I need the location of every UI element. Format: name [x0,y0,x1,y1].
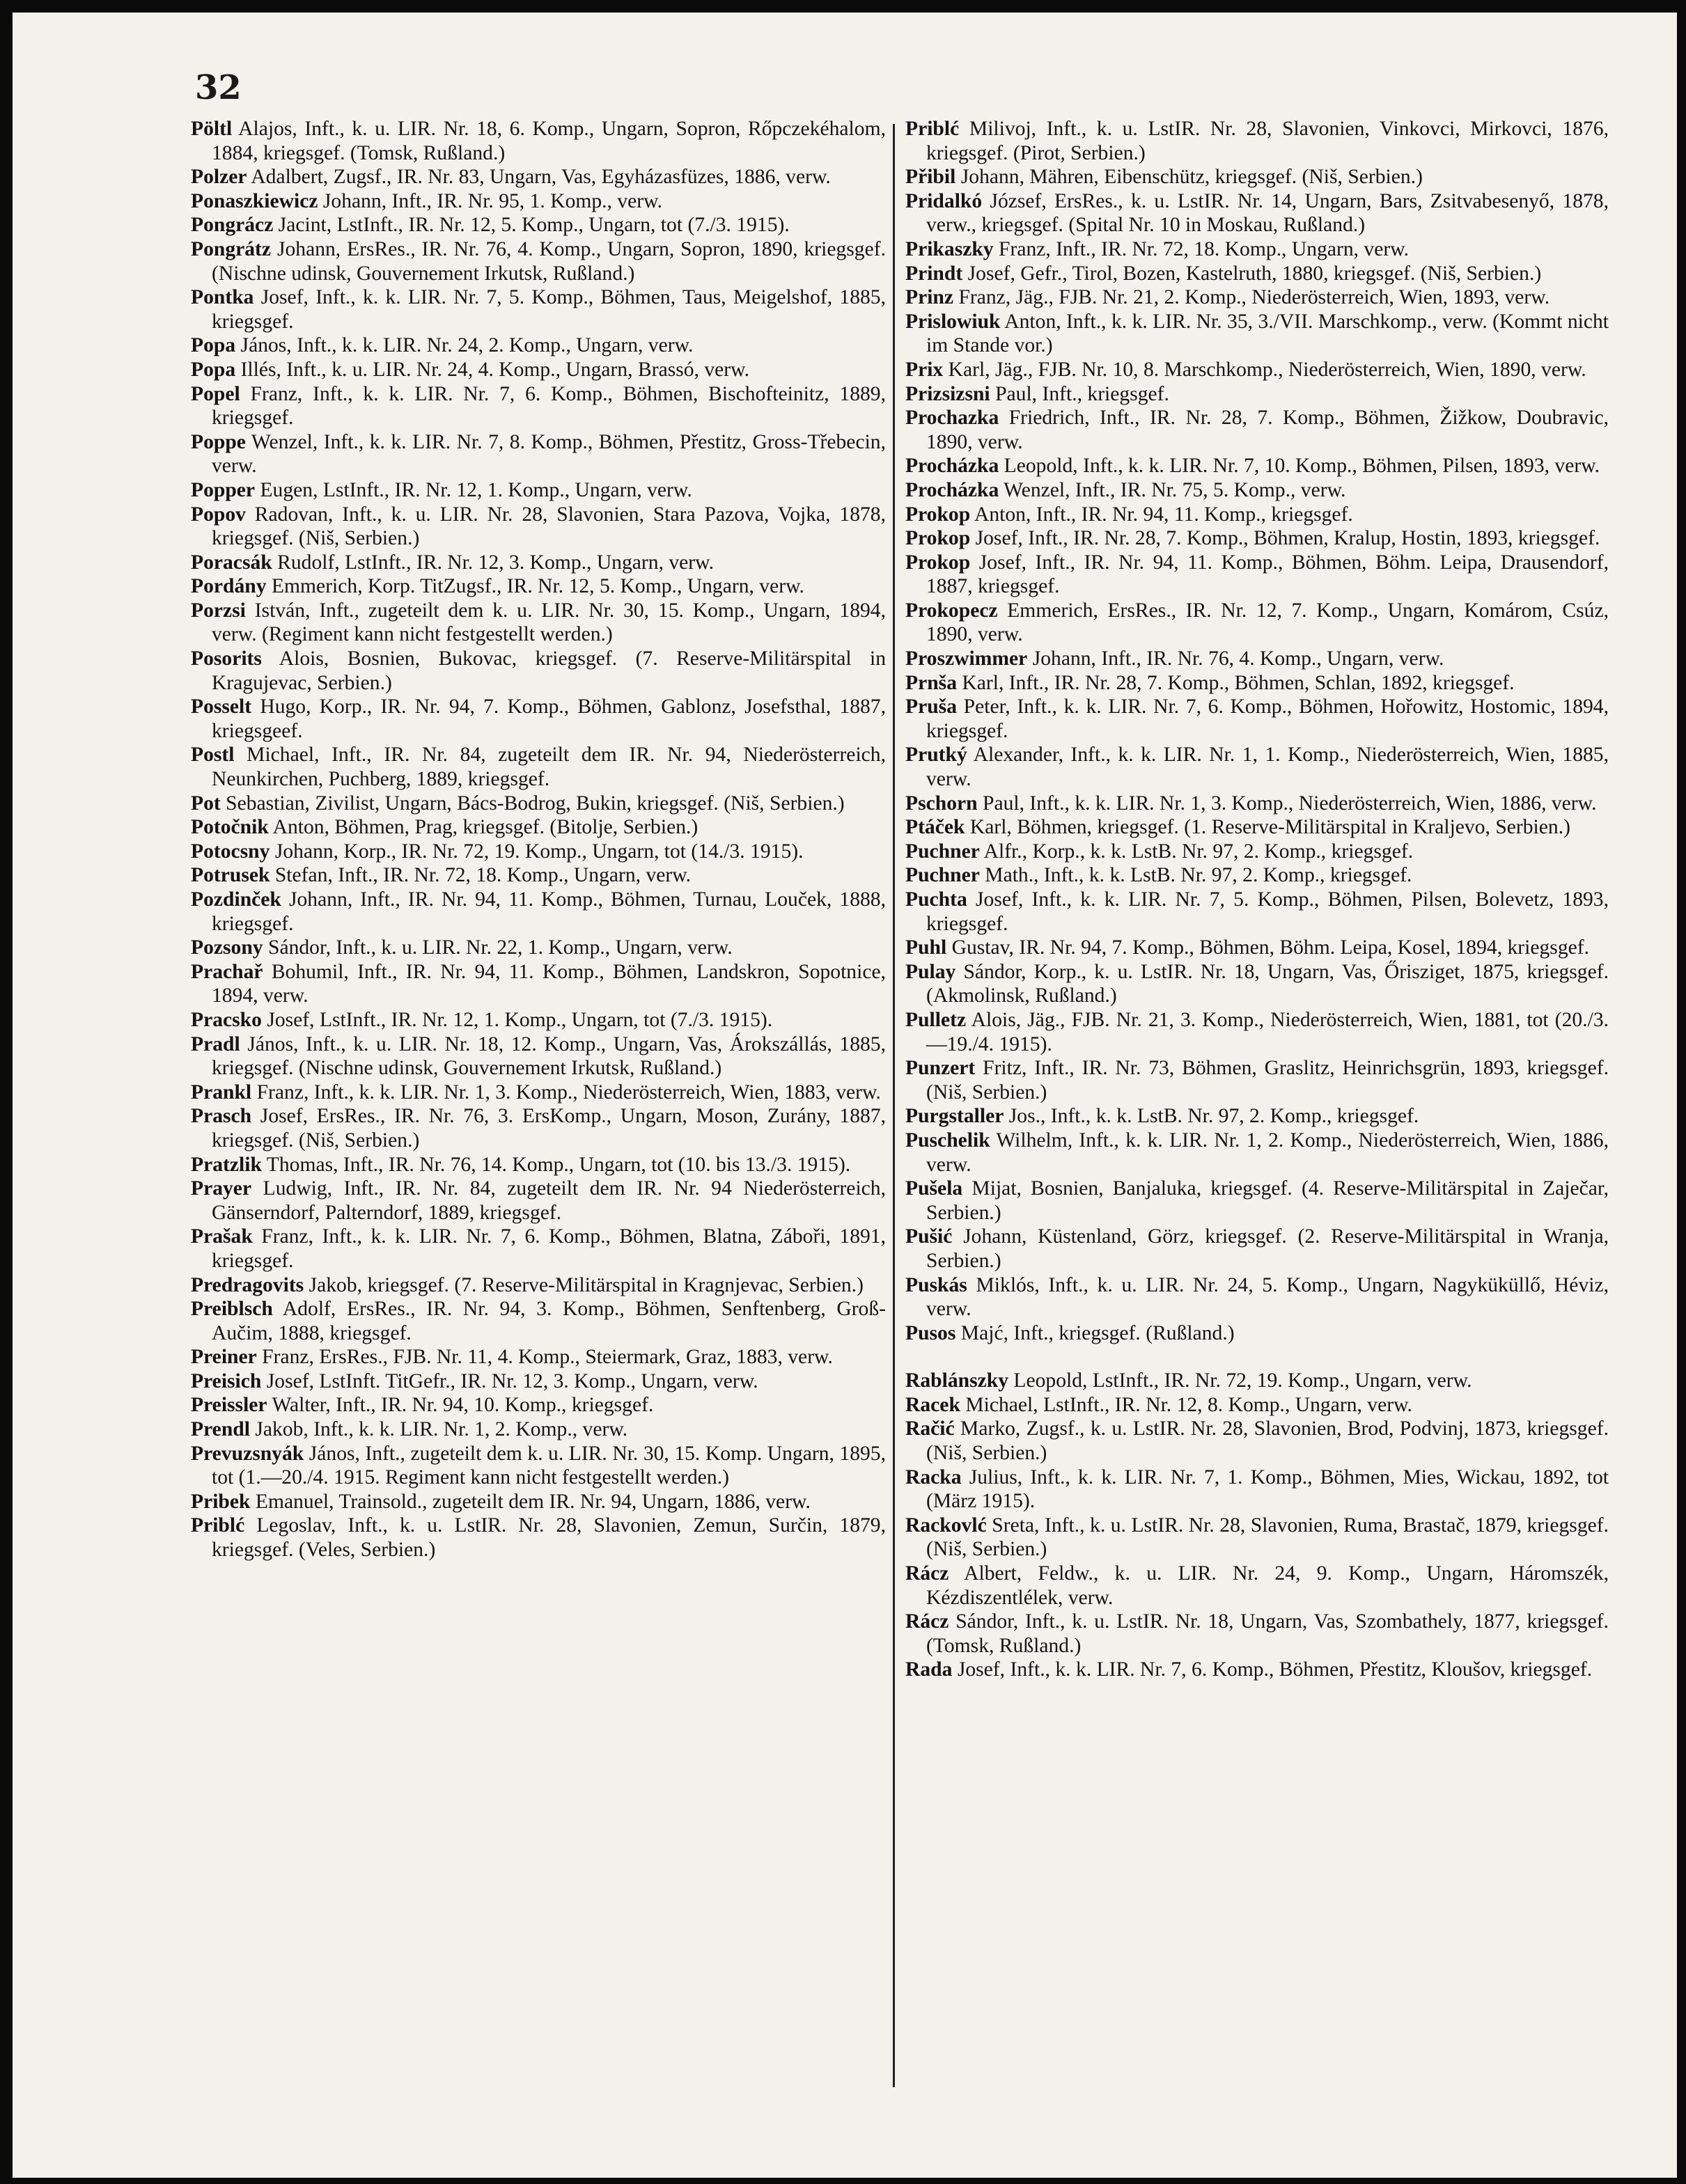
entry-surname: Rada [905,1658,953,1681]
entry-details: Sándor, Inft., k. u. LIR. Nr. 22, 1. Komp., Ungarn, verw. [267,936,733,959]
list-entry [905,165,1609,189]
column-divider [893,124,895,2087]
entry-details: Marko, Zugsf., k. u. LstIR. Nr. 28, Slavonien, Brod, Podvinj, 1873, kriegsgef. (Niš, Serbien.) [926,1417,1609,1465]
list-entry [905,1417,1609,1465]
list-entry [905,1466,1609,1514]
entry-surname: Preiner [191,1346,257,1369]
entry-details: Paul, Inft., k. k. LIR. Nr. 1, 3. Komp., Niederösterreich, Wien, 1886, verw. [982,792,1597,815]
entry-details: Josef, LstInft. TitGefr., IR. Nr. 12, 3. Komp., Ungarn, verw. [266,1369,758,1392]
entry-details: Milivoj, Inft., k. u. LstIR. Nr. 28, Slavonien, Vinkovci, Mirkovci, 1876, kriegsgef. (Pirot, Serbien.) [926,118,1609,164]
list-entry [905,863,1609,888]
entry-surname: Puhl [905,936,947,959]
entry-surname: Ptáček [905,816,965,839]
entry-details: Michael, LstInft., IR. Nr. 12, 8. Komp., Ungarn, verw. [965,1393,1412,1416]
entry-details: Karl, Böhmen, kriegsgef. (1. Reserve-Militärspital in Kraljevo, Serbien.) [969,816,1570,839]
entry-surname: Preissler [191,1394,267,1417]
entry-details: Illés, Inft., k. u. LIR. Nr. 24, 4. Komp., Ungarn, Brassó, verw. [240,358,749,381]
entry-details: Friedrich, Inft., IR. Nr. 28, 7. Komp., Böhmen, Žižkow, Doubravic, 1890, verw. [926,407,1609,453]
entry-details: Johann, Inft., IR. Nr. 95, 1. Komp., verw. [322,189,663,212]
entry-surname: Prochazka [905,407,999,430]
list-entry [191,478,886,503]
entry-details: Alajos, Inft., k. u. LIR. Nr. 18, 6. Komp., Ungarn, Sopron, Rőpczekéhalom, 1884, kriegsgef. (Tomsk, Rußland.) [212,118,886,164]
list-entry [191,863,886,888]
entry-details: Stefan, Inft., IR. Nr. 72, 18. Komp., Ungarn, verw. [274,864,692,887]
entry-surname: Prankl [191,1081,252,1103]
entry-details: Johann, Mähren, Eibenschütz, kriegsgef. (Niš, Serbien.) [960,166,1423,189]
right-column [905,117,1609,1682]
list-entry [191,358,886,382]
entry-surname: Posselt [191,696,252,718]
list-entry [191,599,886,647]
entry-surname: Preisich [191,1369,262,1392]
list-entry [191,743,886,791]
entry-surname: Puchta [905,888,967,911]
entry-surname: Pratzlik [191,1153,262,1176]
list-entry [191,1008,886,1032]
entry-surname: Pribek [191,1490,251,1513]
entry-surname: Procházka [905,455,999,478]
list-entry [905,189,1609,237]
entry-details: Radovan, Inft., k. u. LIR. Nr. 28, Slavonien, Stara Pazova, Vojka, 1878, kriegsgef. (Niš, Serbien.) [212,503,886,550]
list-entry [191,430,886,478]
entry-surname: Porzsi [191,599,246,622]
page-number: 32 [195,68,242,107]
list-entry [905,1610,1609,1658]
entry-surname: Popov [191,503,246,526]
entry-surname: Pušela [905,1177,963,1200]
entry-details: Johann, Küstenland, Görz, kriegsgef. (2. Reserve-Militärspital in Wranja, Serbien.) [926,1225,1609,1272]
entry-details: Math., Inft., k. k. LstB. Nr. 97, 2. Komp., kriegsgef. [985,864,1412,887]
entry-surname: Poppe [191,430,246,453]
entry-details: Emmerich, ErsRes., IR. Nr. 12, 7. Komp., Ungarn, Komárom, Csúz, 1890, verw. [926,599,1609,646]
list-entry [905,406,1609,454]
list-entry [191,815,886,840]
entry-surname: Prindt [905,262,963,285]
entry-surname: Přibil [905,166,956,189]
list-entry [905,1393,1609,1417]
entry-surname: Rácz [905,1562,949,1585]
entry-surname: Račić [905,1417,955,1440]
list-entry [191,1369,886,1394]
entry-details: Jacint, LstInft., IR. Nr. 12, 5. Komp., Ungarn, tot (7./3. 1915). [278,214,790,237]
list-entry [191,647,886,695]
left-column [191,117,886,1562]
entry-details: Josef, ErsRes., IR. Nr. 76, 3. ErsKomp., Ungarn, Moson, Zurány, 1887, kriegsgef. (Niš, Serbien.) [212,1105,886,1152]
entry-details: Walter, Inft., IR. Nr. 94, 10. Komp., kriegsgef. [272,1394,654,1417]
list-entry [191,574,886,599]
entry-surname: Pracsko [191,1008,262,1031]
list-entry [905,815,1609,840]
entry-details: Peter, Inft., k. k. LIR. Nr. 7, 6. Komp., Böhmen, Hořowitz, Hostomic, 1894, kriegsgef. [926,696,1609,742]
entry-surname: Puchner [905,840,980,863]
list-entry [191,503,886,551]
entry-details: Sándor, Inft., k. u. LstIR. Nr. 18, Ungarn, Vas, Szombathely, 1877, kriegsgef. (Tomsk, Rußland.) [926,1610,1609,1657]
list-entry [905,503,1609,527]
entry-details: Leopold, Inft., k. k. LIR. Nr. 7, 10. Komp., Böhmen, Pilsen, 1893, verw. [1004,455,1600,478]
entry-surname: Prendl [191,1418,250,1441]
list-entry [191,792,886,816]
entry-surname: Priblć [905,118,960,140]
entry-surname: Prevuzsnyák [191,1442,304,1465]
list-entry [191,1514,886,1562]
entry-surname: Prašak [191,1225,253,1248]
entry-surname: Punzert [905,1057,976,1080]
entry-surname: Prayer [191,1177,252,1200]
document-page [13,13,1677,2178]
entry-details: Leopold, LstInft., IR. Nr. 72, 19. Komp., Ungarn, verw. [1013,1369,1472,1392]
entry-details: Majć, Inft., kriegsgef. (Rußland.) [960,1321,1235,1344]
list-entry [191,165,886,189]
entry-details: Johann, Korp., IR. Nr. 72, 19. Komp., Ungarn, tot (14./3. 1915). [274,840,804,863]
entry-surname: Pridalkó [905,189,983,212]
list-entry [905,1658,1609,1682]
entry-details: Franz, Inft., k. k. LIR. Nr. 7, 6. Komp., Böhmen, Bischofteinitz, 1889, kriegsgef. [212,382,886,430]
entry-details: János, Inft., k. k. LIR. Nr. 24, 2. Komp., Ungarn, verw. [240,334,694,357]
list-entry [905,237,1609,262]
entry-surname: Rackovlć [905,1514,987,1537]
list-entry [905,888,1609,936]
entry-surname: Pulletz [905,1008,967,1031]
entry-surname: Polzer [191,166,247,189]
entry-surname: Prnša [905,671,957,694]
list-entry [905,1369,1609,1393]
list-entry [905,960,1609,1008]
entry-surname: Pordány [191,575,267,598]
list-entry [191,936,886,960]
entry-surname: Popper [191,478,256,501]
entry-details: Gustav, IR. Nr. 94, 7. Komp., Böhmen, Böhm. Leipa, Kosel, 1894, kriegsgef. [951,936,1590,959]
list-entry [191,189,886,214]
entry-details: Karl, Jäg., FJB. Nr. 10, 8. Marschkomp., Niederösterreich, Wien, 1890, verw. [948,358,1586,381]
entry-details: Miklós, Inft., k. u. LIR. Nr. 24, 5. Komp., Ungarn, Nagyküküllő, Héviz, verw. [926,1273,1609,1321]
entry-surname: Postl [191,744,235,767]
list-entry [905,1008,1609,1056]
entry-surname: Prizsizsni [905,382,990,405]
list-entry [905,285,1609,310]
entry-details: Franz, Inft., IR. Nr. 72, 18. Komp., Ungarn, verw. [999,237,1410,260]
entry-surname: Popa [191,358,236,381]
entry-details: Wilhelm, Inft., k. k. LIR. Nr. 1, 2. Komp., Niederösterreich, Wien, 1886, verw. [926,1129,1609,1176]
entry-details: Julius, Inft., k. k. LIR. Nr. 7, 1. Komp., Böhmen, Mies, Wickau, 1892, tot (März 1915). [926,1466,1609,1513]
list-entry [191,1153,886,1177]
entry-surname: Poracsák [191,551,272,574]
entry-details: János, Inft., zugeteilt dem k. u. LIR. Nr. 30, 15. Komp. Ungarn, 1895, tot (1.—20./4. 1915. Regiment kann nicht festgestellt werden.) [212,1442,886,1489]
list-entry [191,1490,886,1514]
entry-details: Hugo, Korp., IR. Nr. 94, 7. Komp., Böhmen, Gablonz, Josefsthal, 1887, kriegsgeef. [212,696,887,742]
entry-details: Emanuel, Trainsold., zugeteilt dem IR. Nr. 94, Ungarn, 1886, verw. [255,1490,811,1513]
entry-surname: Potočnik [191,816,269,839]
entry-details: Josef, Inft., k. k. LIR. Nr. 7, 5. Komp., Böhmen, Taus, Meigelshof, 1885, kriegsgef. [212,286,886,333]
entry-details: Franz, Inft., k. k. LIR. Nr. 1, 3. Komp., Niederösterreich, Wien, 1883, verw. [256,1081,881,1103]
entry-surname: Racek [905,1393,960,1416]
entry-surname: Puschelik [905,1129,990,1152]
entry-details: Albert, Feldw., k. u. LIR. Nr. 24, 9. Komp., Ungarn, Háromszék, Kézdiszentlélek, verw. [926,1562,1609,1609]
entry-details: Eugen, LstInft., IR. Nr. 12, 1. Komp., Ungarn, verw. [260,478,692,501]
list-entry [905,671,1609,696]
list-entry [905,478,1609,503]
entry-details: Jos., Inft., k. k. LstB. Nr. 97, 2. Komp., kriegsgef. [1008,1105,1419,1128]
list-entry [191,840,886,864]
list-entry [191,888,886,936]
list-entry [191,382,886,430]
entry-details: Mijat, Bosnien, Banjaluka, kriegsgef. (4. Reserve-Militärspital in Zaječar, Serbien.) [926,1177,1609,1224]
entry-surname: Pruša [905,696,957,718]
entry-surname: Purgstaller [905,1105,1004,1128]
entry-details: Johann, ErsRes., IR. Nr. 76, 4. Komp., Ungarn, Sopron, 1890, kriegsgef. (Nischne udinsk, Gouvernement Irkutsk, Rußland.) [212,237,886,285]
list-entry [905,792,1609,816]
entry-details: Josef, Inft., IR. Nr. 28, 7. Komp., Böhmen, Kralup, Hostin, 1893, kriegsgef. [975,527,1600,550]
entry-details: Bohumil, Inft., IR. Nr. 94, 11. Komp., Böhmen, Landskron, Sopotnice, 1894, verw. [212,960,886,1007]
list-entry [905,647,1609,671]
entry-details: Legoslav, Inft., k. u. LstIR. Nr. 28, Slavonien, Zemun, Surčin, 1879, kriegsgef. (Veles, Serbien.) [212,1514,886,1562]
entry-details: Sebastian, Zivilist, Ungarn, Bács-Bodrog, Bukin, kriegsgef. (Niš, Serbien.) [226,792,845,815]
list-entry [191,1345,886,1369]
entry-details: Rudolf, LstInft., IR. Nr. 12, 3. Komp., Ungarn, verw. [277,551,714,574]
entry-surname: Prokop [905,527,971,550]
entry-surname: Pöltl [191,118,233,140]
entry-details: Wenzel, Inft., IR. Nr. 75, 5. Komp., verw. [1004,478,1346,501]
entry-details: Jakob, Inft., k. k. LIR. Nr. 1, 2. Komp., verw. [255,1418,628,1441]
entry-surname: Procházka [905,478,999,501]
entry-surname: Pozdinček [191,888,281,911]
list-entry [905,1273,1609,1321]
entry-details: Sreta, Inft., k. u. LstIR. Nr. 28, Slavonien, Ruma, Brastač, 1879, kriegsgef. (Niš, Serbien.) [926,1514,1609,1561]
entry-details: Paul, Inft., kriegsgef. [995,382,1169,405]
list-entry [191,333,886,358]
entry-surname: Predragovits [191,1273,304,1296]
entry-surname: Puchner [905,864,980,887]
list-entry [191,1081,886,1105]
list-entry [191,1393,886,1417]
entry-surname: Priblć [191,1514,245,1537]
entry-details: Alexander, Inft., k. k. LIR. Nr. 1, 1. Komp., Niederösterreich, Wien, 1885, verw. [926,744,1609,791]
list-entry [905,1177,1609,1225]
list-entry [905,262,1609,286]
entry-surname: Prislowiuk [905,310,1001,333]
entry-surname: Pot [191,792,221,815]
list-entry [191,117,886,165]
list-entry [191,237,886,285]
list-entry [191,695,886,743]
entry-surname: Prix [905,358,944,381]
list-entry [905,840,1609,864]
entry-surname: Prikaszky [905,237,994,260]
list-entry [905,1321,1609,1346]
list-entry [191,1177,886,1225]
list-entry [191,1273,886,1298]
entry-surname: Puskás [905,1273,967,1296]
entry-details: István, Inft., zugeteilt dem k. u. LIR. Nr. 30, 15. Komp., Ungarn, 1894, verw. (Regiment kann nicht festgestellt werden.) [212,599,886,646]
list-entry [905,358,1609,382]
entry-details: Thomas, Inft., IR. Nr. 76, 14. Komp., Ungarn, tot (10. bis 13./3. 1915). [266,1153,851,1176]
entry-details: Franz, ErsRes., FJB. Nr. 11, 4. Komp., Steiermark, Graz, 1883, verw. [262,1346,833,1369]
list-entry [905,310,1609,358]
entry-details: Josef, Inft., k. k. LIR. Nr. 7, 6. Komp., Böhmen, Přestitz, Kloušov, kriegsgef. [957,1658,1593,1681]
entry-surname: Pradl [191,1032,240,1055]
entry-surname: Proszwimmer [905,647,1028,670]
entry-details: Alois, Jäg., FJB. Nr. 21, 3. Komp., Niederösterreich, Wien, 1881, tot (20./3.—19./4. 1915). [926,1008,1609,1055]
list-entry [191,213,886,237]
list-entry [191,1032,886,1081]
list-entry [905,743,1609,791]
entry-surname: Pongrácz [191,214,274,237]
entry-surname: Pusos [905,1321,956,1344]
list-entry [905,1562,1609,1610]
entry-details: Sándor, Korp., k. u. LstIR. Nr. 18, Ungarn, Vas, Őrisziget, 1875, kriegsgef. (Akmolinsk, Rußland.) [926,960,1609,1007]
entry-surname: Prokop [905,551,971,574]
entry-surname: Popa [191,334,236,357]
entry-surname: Prutký [905,744,967,767]
entry-details: Alois, Bosnien, Bukovac, kriegsgef. (7. Reserve-Militärspital in Kragujevac, Serbien.) [212,647,887,694]
entry-details: Johann, Inft., IR. Nr. 76, 4. Komp., Ungarn, verw. [1032,647,1444,670]
entry-details: Adolf, ErsRes., IR. Nr. 94, 3. Komp., Böhmen, Senftenberg, Groß-Aučim, 1888, kriegsgef. [212,1298,886,1344]
entry-details: Franz, Inft., k. k. LIR. Nr. 7, 6. Komp., Böhmen, Blatna, Záboři, 1891, kriegsgef. [212,1225,886,1272]
entry-details: Anton, Böhmen, Prag, kriegsgef. (Bitolje, Serbien.) [272,816,698,839]
entry-details: Karl, Inft., IR. Nr. 28, 7. Komp., Böhmen, Schlan, 1892, kriegsgef. [962,671,1515,694]
list-entry [905,117,1609,165]
entry-surname: Potrusek [191,864,270,887]
list-entry [191,1442,886,1490]
entry-details: Alfr., Korp., k. k. LstB. Nr. 97, 2. Komp., kriegsgef. [983,840,1414,863]
list-entry [191,1297,886,1345]
list-entry [905,695,1609,743]
entry-surname: Ponaszkiewicz [191,189,318,212]
list-entry [905,1104,1609,1129]
entry-details: Emmerich, Korp. TitZugsf., IR. Nr. 12, 5. Komp., Ungarn, verw. [271,575,804,598]
entry-details: Adalbert, Zugsf., IR. Nr. 83, Ungarn, Vas, Egyházasfüzes, 1886, verw. [251,166,831,189]
list-entry [191,1225,886,1273]
entry-surname: Pontka [191,286,254,309]
list-entry [905,1514,1609,1562]
list-entry [191,960,886,1008]
entry-surname: Prinz [905,286,954,309]
entry-details: Jakob, kriegsgef. (7. Reserve-Militärspital in Kragnjevac, Serbien.) [309,1273,864,1296]
entry-surname: Potocsny [191,840,270,863]
entry-surname: Posorits [191,647,262,670]
list-entry [905,526,1609,551]
list-entry [191,1104,886,1152]
list-entry [905,936,1609,960]
entry-surname: Prokopecz [905,599,998,622]
entry-details: Anton, Inft., IR. Nr. 94, 11. Komp., kriegsgef. [974,503,1353,526]
list-entry [191,285,886,333]
entry-details: János, Inft., k. u. LIR. Nr. 18, 12. Komp., Ungarn, Vas, Árokszállás, 1885, kriegsgef. (Nischne udinsk, Gouvernement Irkutsk, Rußland.) [212,1032,886,1080]
entry-surname: Prasch [191,1105,252,1128]
entry-details: Ludwig, Inft., IR. Nr. 84, zugeteilt dem IR. Nr. 94 Niederösterreich, Gänserndorf, Palterndorf, 1889, kriegsgef. [212,1177,886,1224]
list-entry [905,1225,1609,1273]
entry-surname: Popel [191,382,240,405]
entry-surname: Prachař [191,960,263,983]
list-entry [905,1056,1609,1104]
list-entry [905,551,1609,599]
entry-surname: Pongrátz [191,237,272,260]
entry-details: Fritz, Inft., IR. Nr. 73, Böhmen, Graslitz, Heinrichsgrün, 1893, kriegsgef. (Niš, Serbien.) [926,1057,1609,1103]
entry-details: Josef, Inft., IR. Nr. 94, 11. Komp., Böhmen, Böhm. Leipa, Drausendorf, 1887, kriegsgef. [926,551,1609,598]
entry-surname: Pulay [905,960,956,983]
entry-details: Anton, Inft., k. k. LIR. Nr. 35, 3./VII. Marschkomp., verw. (Kommt nicht im Stande vor.) [926,310,1609,357]
entry-surname: Rácz [905,1610,949,1633]
entry-surname: Pschorn [905,792,978,815]
entry-surname: Preiblsch [191,1298,273,1321]
entry-surname: Pušić [905,1225,953,1248]
entry-details: Johann, Inft., IR. Nr. 94, 11. Komp., Böhmen, Turnau, Louček, 1888, kriegsgef. [212,888,886,935]
entry-details: Josef, Gefr., Tirol, Bozen, Kastelruth, 1880, kriegsgef. (Niš, Serbien.) [967,262,1542,285]
list-entry [905,382,1609,407]
list-entry [905,599,1609,647]
list-entry [191,1417,886,1442]
list-entry [905,454,1609,478]
entry-surname: Pozsony [191,936,263,959]
entry-surname: Rablánszky [905,1369,1009,1392]
list-entry [191,551,886,575]
list-entry [905,1129,1609,1177]
entry-details: József, ErsRes., k. u. LstIR. Nr. 14, Ungarn, Bars, Zsitvabesenyő, 1878, verw., kriegsgef. (Spital Nr. 10 in Moskau, Rußland.) [926,189,1609,237]
entry-details: Franz, Jäg., FJB. Nr. 21, 2. Komp., Niederösterreich, Wien, 1893, verw. [958,286,1550,309]
entry-surname: Racka [905,1466,962,1488]
entry-details: Josef, Inft., k. k. LIR. Nr. 7, 5. Komp., Böhmen, Pilsen, Bolevetz, 1893, kriegsgef. [926,888,1609,935]
entry-surname: Prokop [905,503,971,526]
entry-details: Michael, Inft., IR. Nr. 84, zugeteilt dem IR. Nr. 94, Niederösterreich, Neunkirchen, Puchberg, 1889, kriegsgef. [212,744,886,791]
entry-details: Wenzel, Inft., k. k. LIR. Nr. 7, 8. Komp., Böhmen, Přestitz, Gross-Třebecin, verw. [212,430,886,478]
entry-details: Josef, LstInft., IR. Nr. 12, 1. Komp., Ungarn, tot (7./3. 1915). [267,1008,773,1031]
